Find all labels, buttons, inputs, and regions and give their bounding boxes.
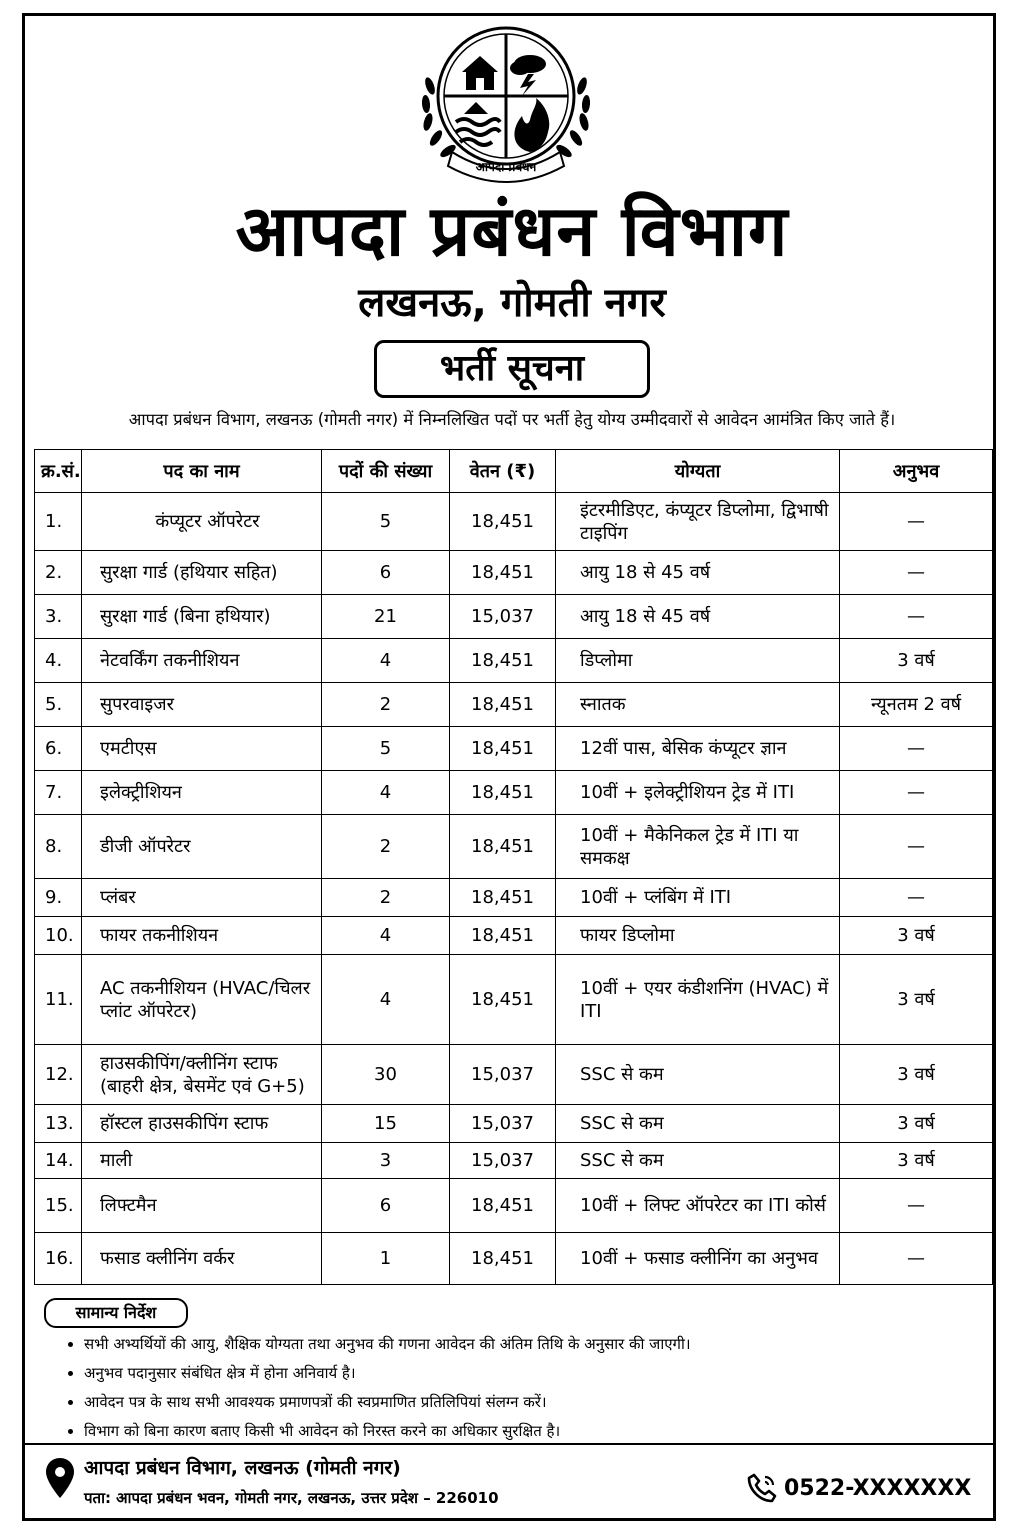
cell-qualification: 10वीं + मैकेनिकल ट्रेड में ITI या समकक्ष	[556, 815, 840, 879]
cell-qualification: 10वीं + प्लंबिंग में ITI	[556, 879, 840, 917]
list-item: • आवेदन पत्र के साथ सभी आवश्यक प्रमाणपत्रों की स्वप्रमाणित प्रतिलिपियां संलग्न करें।	[84, 1388, 984, 1417]
table-row	[35, 595, 993, 639]
cell-salary: 18,451	[450, 639, 556, 683]
cell-salary: 18,451	[450, 683, 556, 727]
col-header-post: पद का नाम	[82, 450, 322, 493]
footer-address: पता: आपदा प्रबंधन भवन, गोमती नगर, लखनऊ, उत्तर प्रदेश – 226010	[84, 1489, 499, 1507]
table-row	[35, 771, 993, 815]
cell-salary: 18,451	[450, 955, 556, 1045]
cell-sn: 2.	[35, 551, 82, 595]
cell-salary: 18,451	[450, 879, 556, 917]
cell-sn: 16.	[35, 1233, 82, 1285]
cell-salary: 15,037	[450, 595, 556, 639]
cell-count: 5	[322, 493, 450, 551]
cell-salary: 18,451	[450, 551, 556, 595]
footer-address-title: आपदा प्रबंधन विभाग, लखनऊ (गोमती नगर)	[84, 1457, 401, 1479]
cell-post: हाउसकीपिंग/क्लीनिंग स्टाफ (बाहरी क्षेत्र, बेसमेंट एवं G+5)	[82, 1045, 322, 1105]
cell-post: माली	[82, 1143, 322, 1179]
cell-salary: 18,451	[450, 727, 556, 771]
fire-icon	[514, 98, 549, 152]
cell-experience: —	[840, 551, 993, 595]
table-row	[35, 683, 993, 727]
cell-experience: 3 वर्ष	[840, 955, 993, 1045]
list-item: • सभी अभ्यर्थियों की आयु, शैक्षिक योग्यता तथा अनुभव की गणना आवेदन की अंतिम तिथि के अनुसार की जाएगी।	[84, 1330, 984, 1359]
storm-cloud-icon	[510, 55, 546, 96]
footer-divider	[22, 1443, 996, 1445]
cell-count: 4	[322, 955, 450, 1045]
cell-post: सुरक्षा गार्ड (हथियार सहित)	[82, 551, 322, 595]
cell-experience: —	[840, 493, 993, 551]
cell-post: कंप्यूटर ऑपरेटर	[82, 493, 322, 551]
cell-post: एमटीएस	[82, 727, 322, 771]
cell-count: 2	[322, 815, 450, 879]
cell-qualification: 10वीं + फसाड क्लीनिंग का अनुभव	[556, 1233, 840, 1285]
cell-post: प्लंबर	[82, 879, 322, 917]
col-header-salary: वेतन (₹)	[450, 450, 556, 493]
cell-post: नेटवर्किंग तकनीशियन	[82, 639, 322, 683]
list-item: • अनुभव पदानुसार संबंधित क्षेत्र में होना अनिवार्य है।	[84, 1359, 984, 1388]
col-header-experience: अनुभव	[840, 450, 993, 493]
table-row	[35, 879, 993, 917]
cell-sn: 14.	[35, 1143, 82, 1179]
table-row	[35, 815, 993, 879]
cell-count: 6	[322, 551, 450, 595]
cell-sn: 6.	[35, 727, 82, 771]
footer-phone: 0522-XXXXXXX	[784, 1476, 972, 1501]
department-title: आपदा प्रबंधन विभाग	[235, 190, 789, 272]
vacancy-table	[34, 449, 993, 1285]
cell-count: 5	[322, 727, 450, 771]
cell-post: लिफ्टमैन	[82, 1179, 322, 1233]
cell-post: सुपरवाइजर	[82, 683, 322, 727]
cell-salary: 15,037	[450, 1045, 556, 1105]
flood-icon	[456, 102, 500, 145]
cell-sn: 3.	[35, 595, 82, 639]
house-icon	[462, 56, 498, 90]
cell-qualification: 10वीं + एयर कंडीशनिंग (HVAC) में ITI	[556, 955, 840, 1045]
cell-experience: न्यूनतम 2 वर्ष	[840, 683, 993, 727]
cell-qualification: डिप्लोमा	[556, 639, 840, 683]
cell-salary: 18,451	[450, 1179, 556, 1233]
department-emblem	[416, 24, 596, 184]
cell-salary: 18,451	[450, 1233, 556, 1285]
table-row	[35, 1045, 993, 1105]
cell-count: 2	[322, 879, 450, 917]
location-pin-icon	[46, 1458, 74, 1498]
cell-qualification: 10वीं + इलेक्ट्रीशियन ट्रेड में ITI	[556, 771, 840, 815]
cell-experience: —	[840, 727, 993, 771]
table-row	[35, 917, 993, 955]
list-item: • विभाग को बिना कारण बताए किसी भी आवेदन को निरस्त करने का अधिकार सुरक्षित है।	[84, 1417, 984, 1446]
cell-salary: 18,451	[450, 493, 556, 551]
table-row	[35, 493, 993, 551]
table-row	[35, 955, 993, 1045]
cell-sn: 11.	[35, 955, 82, 1045]
cell-salary: 18,451	[450, 917, 556, 955]
cell-experience: 3 वर्ष	[840, 917, 993, 955]
cell-count: 3	[322, 1143, 450, 1179]
cell-experience: 3 वर्ष	[840, 639, 993, 683]
cell-post: फसाड क्लीनिंग वर्कर	[82, 1233, 322, 1285]
cell-qualification: SSC से कम	[556, 1105, 840, 1143]
cell-sn: 7.	[35, 771, 82, 815]
cell-count: 21	[322, 595, 450, 639]
cell-sn: 8.	[35, 815, 82, 879]
cell-count: 4	[322, 771, 450, 815]
cell-count: 30	[322, 1045, 450, 1105]
cell-experience: 3 वर्ष	[840, 1105, 993, 1143]
col-header-count: पदों की संख्या	[322, 450, 450, 493]
col-header-qualification: योग्यता	[556, 450, 840, 493]
cell-experience: 3 वर्ष	[840, 1045, 993, 1105]
cell-post: हॉस्टल हाउसकीपिंग स्टाफ	[82, 1105, 322, 1143]
cell-qualification: SSC से कम	[556, 1045, 840, 1105]
cell-post: डीजी ऑपरेटर	[82, 815, 322, 879]
table-row	[35, 639, 993, 683]
cell-experience: —	[840, 815, 993, 879]
cell-sn: 13.	[35, 1105, 82, 1143]
table-row	[35, 727, 993, 771]
intro-text: आपदा प्रबंधन विभाग, लखनऊ (गोमती नगर) में निम्नलिखित पदों पर भर्ती हेतु योग्य उम्मीदवारों से आवेदन आमंत्रित किए जाते हैं।	[128, 410, 896, 429]
cell-count: 6	[322, 1179, 450, 1233]
table-header-row	[35, 450, 993, 493]
table-row	[35, 1105, 993, 1143]
phone-icon	[746, 1472, 778, 1504]
cell-experience: —	[840, 595, 993, 639]
table-row	[35, 1233, 993, 1285]
emblem-ribbon-text: आपदा प्रबंधन	[475, 160, 537, 174]
cell-salary: 15,037	[450, 1143, 556, 1179]
cell-experience: —	[840, 771, 993, 815]
cell-qualification: आयु 18 से 45 वर्ष	[556, 551, 840, 595]
table-row	[35, 1179, 993, 1233]
cell-experience: —	[840, 1179, 993, 1233]
general-instructions-label: सामान्य निर्देश	[44, 1298, 188, 1328]
cell-qualification: आयु 18 से 45 वर्ष	[556, 595, 840, 639]
cell-sn: 15.	[35, 1179, 82, 1233]
cell-qualification: 10वीं + लिफ्ट ऑपरेटर का ITI कोर्स	[556, 1179, 840, 1233]
general-instructions-list	[56, 1330, 984, 1446]
cell-salary: 18,451	[450, 771, 556, 815]
cell-salary: 18,451	[450, 815, 556, 879]
cell-experience: —	[840, 879, 993, 917]
cell-post: सुरक्षा गार्ड (बिना हथियार)	[82, 595, 322, 639]
recruitment-notice-label: भर्ती सूचना	[374, 340, 650, 398]
cell-sn: 1.	[35, 493, 82, 551]
table-row	[35, 1143, 993, 1179]
cell-count: 15	[322, 1105, 450, 1143]
cell-qualification: फायर डिप्लोमा	[556, 917, 840, 955]
cell-salary: 15,037	[450, 1105, 556, 1143]
cell-sn: 5.	[35, 683, 82, 727]
department-location: लखनऊ, गोमती नगर	[358, 280, 666, 326]
col-header-sn: क्र.सं.	[35, 450, 82, 493]
cell-qualification: 12वीं पास, बेसिक कंप्यूटर ज्ञान	[556, 727, 840, 771]
cell-qualification: SSC से कम	[556, 1143, 840, 1179]
cell-count: 4	[322, 917, 450, 955]
cell-qualification: इंटरमीडिएट, कंप्यूटर डिप्लोमा, द्विभाषी टाइपिंग	[556, 493, 840, 551]
cell-count: 4	[322, 639, 450, 683]
cell-sn: 10.	[35, 917, 82, 955]
cell-experience: —	[840, 1233, 993, 1285]
cell-post: AC तकनीशियन (HVAC/चिलर प्लांट ऑपरेटर)	[82, 955, 322, 1045]
cell-post: इलेक्ट्रीशियन	[82, 771, 322, 815]
cell-qualification: स्नातक	[556, 683, 840, 727]
table-row	[35, 551, 993, 595]
cell-count: 2	[322, 683, 450, 727]
cell-experience: 3 वर्ष	[840, 1143, 993, 1179]
cell-sn: 9.	[35, 879, 82, 917]
cell-sn: 12.	[35, 1045, 82, 1105]
cell-post: फायर तकनीशियन	[82, 917, 322, 955]
cell-sn: 4.	[35, 639, 82, 683]
cell-count: 1	[322, 1233, 450, 1285]
